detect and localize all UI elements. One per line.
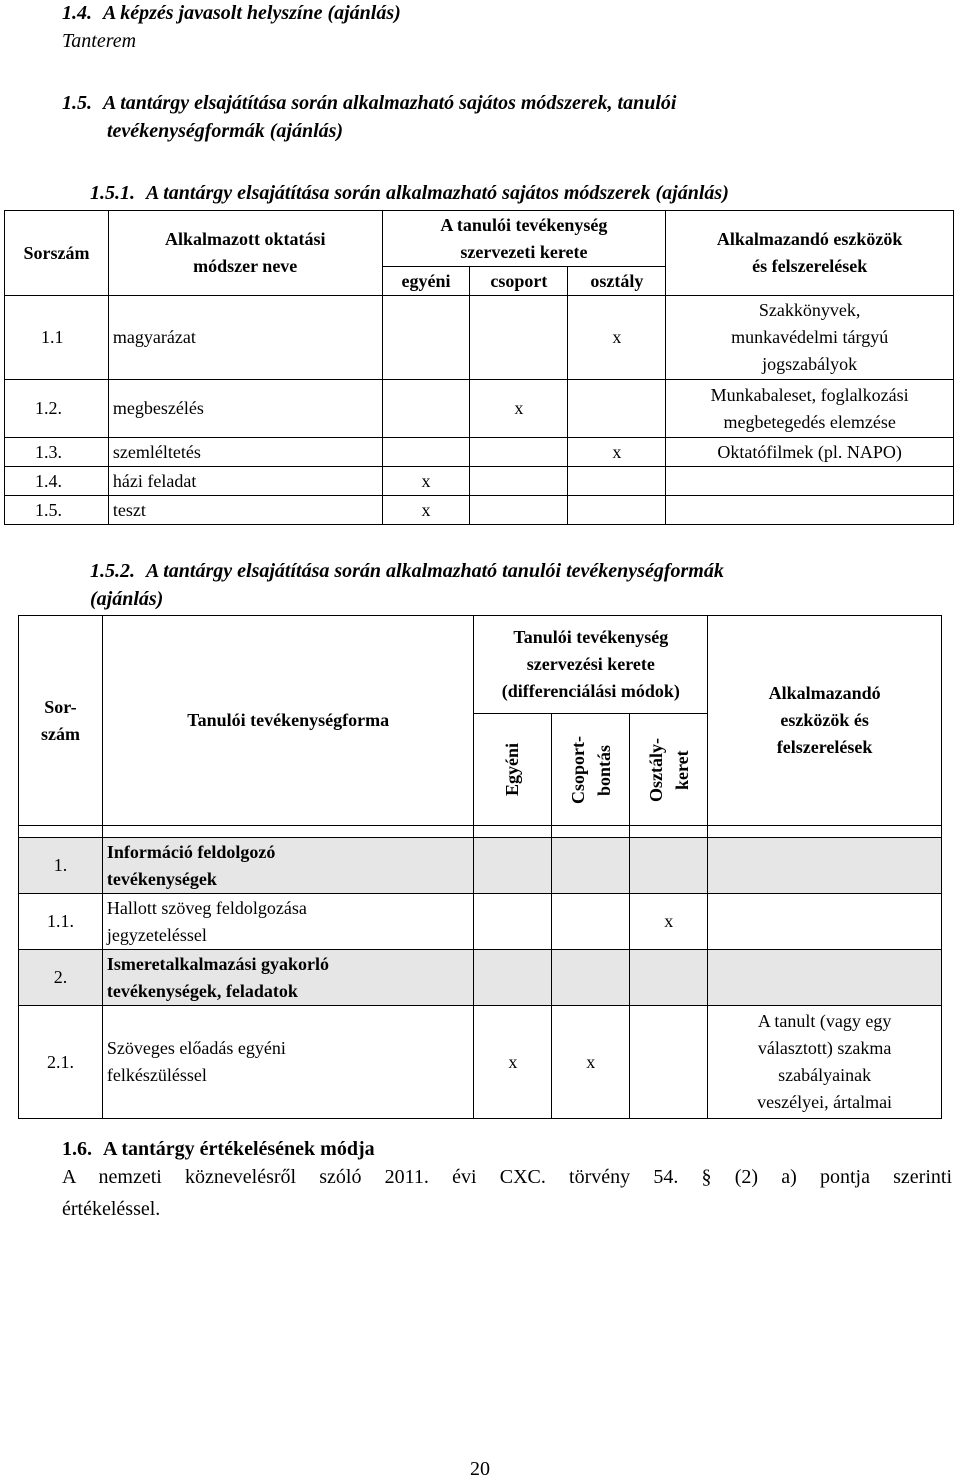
row-method: megbeszélés	[108, 380, 382, 438]
header-framework-line2: szervezési kerete	[526, 654, 655, 674]
row-method: házi feladat	[108, 467, 382, 496]
activity-line2: jegyzeteléssel	[106, 924, 207, 945]
row-activity	[102, 1006, 474, 1119]
row-tools	[666, 380, 954, 438]
row-csoport	[470, 496, 568, 525]
row-number: 1.2.	[5, 380, 109, 438]
section-1-5-1-heading	[90, 182, 729, 205]
row-osztaly: x	[568, 296, 666, 380]
header-tools	[708, 616, 942, 826]
row-egyeni	[382, 438, 470, 467]
header-tools-line2: és felszerelések	[752, 256, 868, 276]
section-number: 1.6.	[62, 1138, 92, 1160]
header-tools	[666, 211, 954, 296]
row-csoport	[552, 894, 630, 950]
header-framework-line1: A tanulói tevékenység	[440, 214, 608, 235]
section-1-5-2-title-line2: (ajánlás)	[90, 588, 164, 610]
row-osztaly: x	[630, 894, 708, 950]
tools-line: Szakkönyvek,	[758, 300, 861, 320]
row-osztaly: x	[568, 438, 666, 467]
activity-line2: tevékenységek, feladatok	[106, 980, 298, 1001]
header-osztaly-line2: keret	[671, 749, 692, 790]
row-csoport: x	[470, 380, 568, 438]
row-method: magyarázat	[108, 296, 382, 380]
row-csoport	[552, 838, 630, 894]
row-number: 2.1.	[19, 1006, 103, 1119]
table-row	[5, 467, 954, 496]
tools-line: jogszabályok	[762, 354, 858, 374]
section-1-4-value: Tanterem	[62, 30, 137, 52]
activity-line1: Ismeretalkalmazási gyakorló	[106, 953, 330, 974]
row-number: 1.1.	[19, 894, 103, 950]
header-osztaly-label	[643, 738, 695, 802]
row-method: teszt	[108, 496, 382, 525]
section-number: 1.5.	[62, 92, 92, 114]
section-title-line1: A tantárgy elsajátítása során alkalmazható tanulói tevékenységformák	[146, 560, 724, 582]
row-egyeni	[382, 380, 470, 438]
row-activity	[102, 838, 474, 894]
header-sorszam	[19, 616, 103, 826]
header-egyeni-label: Egyéni	[502, 742, 523, 796]
row-csoport	[552, 950, 630, 1006]
table-row	[19, 838, 942, 894]
table-row	[5, 296, 954, 380]
header-egyeni: egyéni	[382, 267, 470, 296]
activity-line2: felkészüléssel	[106, 1065, 207, 1085]
activity-line1: Szöveges előadás egyéni	[106, 1038, 286, 1058]
tools-line: A tanult (vagy egy	[757, 1011, 892, 1031]
section-1-5-heading	[62, 92, 676, 115]
section-1-4-heading	[62, 2, 401, 25]
header-egyeni	[474, 714, 552, 826]
row-osztaly	[630, 1006, 708, 1119]
activity-line1: Hallott szöveg feldolgozása	[106, 897, 307, 918]
tools-line: szabályainak	[778, 1065, 872, 1085]
row-egyeni: x	[382, 467, 470, 496]
row-method: szemléltetés	[108, 438, 382, 467]
row-egyeni: x	[382, 496, 470, 525]
row-csoport: x	[552, 1006, 630, 1119]
row-tools	[708, 1006, 942, 1119]
header-method-line1: Alkalmazott oktatási	[164, 229, 326, 249]
section-1-5-title-line2: tevékenységformák (ajánlás)	[107, 120, 344, 142]
table-row	[19, 894, 942, 950]
row-csoport	[470, 296, 568, 380]
row-number: 1.4.	[5, 467, 109, 496]
header-sorszam-line1: Sor-	[44, 696, 77, 717]
row-osztaly	[630, 838, 708, 894]
header-framework-line3: (differenciálási módok)	[501, 681, 680, 701]
row-number: 1.3.	[5, 438, 109, 467]
header-tools-line1: Alkalmazandó eszközök	[716, 229, 903, 249]
header-sorszam: Sorszám	[5, 211, 109, 296]
header-csoport-line1: Csoport-	[567, 735, 588, 804]
header-sorszam-line2: szám	[40, 723, 80, 744]
activity-line2: tevékenységek	[106, 868, 217, 889]
header-osztaly	[630, 714, 708, 826]
header-activity: Tanulói tevékenységforma	[102, 616, 474, 826]
methods-table	[4, 210, 954, 525]
row-osztaly	[568, 467, 666, 496]
header-tools-line2: eszközök és	[780, 710, 869, 730]
row-egyeni	[382, 296, 470, 380]
row-number: 1.5.	[5, 496, 109, 525]
header-framework-line1: Tanulói tevékenység	[513, 627, 669, 647]
row-tools	[708, 950, 942, 1006]
row-number: 1.	[19, 838, 103, 894]
row-egyeni: x	[474, 1006, 552, 1119]
header-framework	[474, 616, 708, 714]
row-osztaly	[568, 496, 666, 525]
row-activity	[102, 950, 474, 1006]
header-osztaly: osztály	[568, 267, 666, 296]
section-title: A tantárgy értékelésének módja	[103, 1138, 375, 1160]
row-tools	[666, 496, 954, 525]
tools-line: választott) szakma	[757, 1038, 892, 1058]
section-title: A tantárgy elsajátítása során alkalmazható sajátos módszerek (ajánlás)	[146, 182, 729, 204]
row-number: 1.1	[5, 296, 109, 380]
header-csoport	[552, 714, 630, 826]
row-osztaly	[568, 380, 666, 438]
row-tools	[708, 838, 942, 894]
activities-table	[18, 615, 942, 1119]
section-number: 1.5.2.	[90, 560, 135, 582]
tools-line: megbetegedés elemzése	[723, 411, 896, 432]
section-1-6-text-line1: A nemzeti köznevelésről szóló 2011. évi CXC. törvény 54. § (2) a) pontja szerinti	[62, 1166, 952, 1188]
section-number: 1.4.	[62, 2, 92, 24]
header-framework	[382, 211, 666, 267]
row-csoport	[470, 467, 568, 496]
section-1-6-text-line2: értékeléssel.	[62, 1198, 161, 1220]
tools-line: veszélyei, ártalmai	[757, 1092, 893, 1112]
row-egyeni	[474, 838, 552, 894]
section-title-line1: A tantárgy elsajátítása során alkalmazható sajátos módszerek, tanulói	[103, 92, 677, 114]
header-tools-line3: felszerelések	[776, 737, 873, 757]
section-title: A képzés javasolt helyszíne (ajánlás)	[103, 2, 401, 24]
header-framework-line2: szervezeti kerete	[460, 241, 588, 262]
row-tools	[708, 894, 942, 950]
section-1-5-2-heading	[90, 560, 724, 583]
row-tools: Oktatófilmek (pl. NAPO)	[666, 438, 954, 467]
header-method	[108, 211, 382, 296]
tools-line: Munkabaleset, foglalkozási	[710, 384, 909, 405]
table-row	[19, 950, 942, 1006]
header-csoport: csoport	[470, 267, 568, 296]
header-method-line2: módszer neve	[193, 256, 298, 276]
row-egyeni	[474, 950, 552, 1006]
page-number: 20	[470, 1458, 490, 1480]
table-row	[5, 496, 954, 525]
table-row	[5, 438, 954, 467]
table-row	[5, 380, 954, 438]
row-activity	[102, 894, 474, 950]
header-osztaly-line1: Osztály-	[645, 737, 666, 802]
row-csoport	[470, 438, 568, 467]
activity-line1: Információ feldolgozó	[106, 841, 276, 862]
header-csoport-label	[565, 736, 617, 804]
tools-line: munkavédelmi tárgyú	[731, 327, 889, 347]
section-1-6-heading	[62, 1138, 375, 1161]
row-egyeni	[474, 894, 552, 950]
row-number: 2.	[19, 950, 103, 1006]
row-osztaly	[630, 950, 708, 1006]
section-number: 1.5.1.	[90, 182, 135, 204]
table-row	[19, 1006, 942, 1119]
header-csoport-line2: bontás	[593, 743, 614, 796]
row-tools	[666, 296, 954, 380]
header-tools-line1: Alkalmazandó	[768, 683, 881, 703]
row-tools	[666, 467, 954, 496]
